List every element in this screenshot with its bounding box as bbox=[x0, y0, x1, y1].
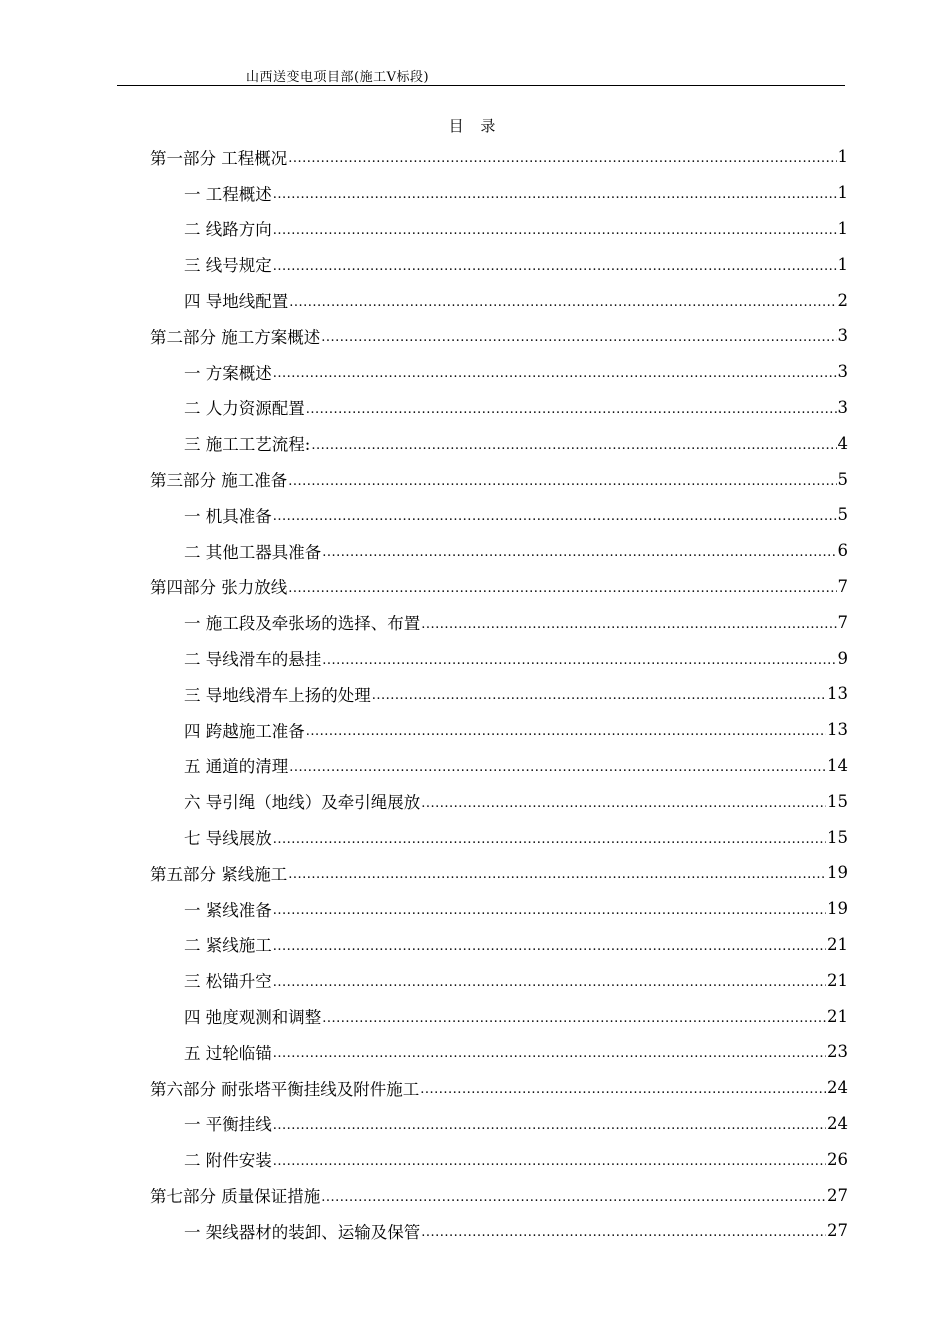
toc-entry-page-number: 15 bbox=[827, 827, 848, 847]
toc-dot-leader bbox=[289, 295, 836, 310]
toc-dot-leader bbox=[273, 1046, 826, 1061]
toc-section-entry[interactable] bbox=[150, 819, 848, 855]
toc-entry-page-number: 6 bbox=[837, 541, 848, 561]
toc-part-entry[interactable] bbox=[150, 139, 848, 175]
toc-entry-label: 五 过轮临锚 bbox=[184, 1043, 272, 1063]
toc-entry-page-number: 27 bbox=[827, 1185, 848, 1205]
toc-entry-label: 第二部分 施工方案概述 bbox=[150, 327, 321, 347]
toc-dot-leader bbox=[273, 1118, 826, 1133]
toc-dot-leader bbox=[273, 939, 826, 954]
toc-section-entry[interactable] bbox=[150, 1141, 848, 1177]
toc-entry-label: 三 松锚升空 bbox=[184, 972, 272, 992]
toc-section-entry[interactable] bbox=[150, 783, 848, 819]
toc-entry-page-number: 7 bbox=[837, 612, 848, 632]
toc-section-entry[interactable] bbox=[150, 927, 848, 963]
toc-entry-label: 第五部分 紧线施工 bbox=[150, 864, 288, 884]
toc-dot-leader bbox=[322, 653, 836, 668]
toc-dot-leader bbox=[321, 1190, 826, 1205]
table-of-contents bbox=[150, 139, 848, 1249]
toc-section-entry[interactable] bbox=[150, 891, 848, 927]
toc-section-entry[interactable] bbox=[150, 748, 848, 784]
toc-dot-leader bbox=[273, 975, 826, 990]
toc-entry-page-number: 26 bbox=[827, 1149, 848, 1169]
toc-entry-page-number: 2 bbox=[837, 290, 848, 310]
toc-entry-page-number: 4 bbox=[837, 433, 848, 453]
toc-dot-leader bbox=[421, 796, 826, 811]
toc-part-entry[interactable] bbox=[150, 855, 848, 891]
toc-entry-label: 一 紧线准备 bbox=[184, 900, 272, 920]
toc-entry-label: 五 通道的清理 bbox=[184, 757, 289, 777]
toc-dot-leader bbox=[289, 760, 826, 775]
toc-entry-page-number: 13 bbox=[827, 684, 848, 704]
toc-entry-label: 三 导地线滑车上扬的处理 bbox=[184, 685, 371, 705]
toc-entry-label: 六 导引绳（地线）及牵引绳展放 bbox=[184, 793, 421, 813]
toc-entry-label: 第七部分 质量保证措施 bbox=[150, 1187, 321, 1206]
toc-section-entry[interactable] bbox=[150, 712, 848, 748]
toc-entry-page-number: 1 bbox=[837, 147, 848, 167]
toc-part-entry[interactable] bbox=[150, 1177, 848, 1213]
toc-dot-leader bbox=[306, 724, 826, 739]
toc-entry-label: 四 导地线配置 bbox=[184, 292, 289, 312]
toc-dot-leader bbox=[306, 402, 837, 417]
toc-section-entry[interactable] bbox=[150, 640, 848, 676]
toc-entry-page-number: 15 bbox=[827, 791, 848, 811]
toc-entry-label: 一 方案概述 bbox=[184, 363, 272, 383]
header-rule bbox=[117, 85, 845, 86]
toc-entry-label: 一 工程概述 bbox=[184, 184, 272, 204]
toc-entry-label: 一 平衡挂线 bbox=[184, 1115, 272, 1135]
toc-part-entry[interactable] bbox=[150, 318, 848, 354]
toc-entry-page-number: 21 bbox=[827, 934, 848, 954]
toc-section-entry[interactable] bbox=[150, 282, 848, 318]
toc-dot-leader bbox=[421, 617, 836, 632]
toc-entry-page-number: 3 bbox=[837, 326, 848, 346]
toc-entry-label: 第四部分 张力放线 bbox=[150, 578, 288, 598]
toc-section-entry[interactable] bbox=[150, 962, 848, 998]
toc-entry-page-number: 1 bbox=[837, 183, 848, 203]
toc-dot-leader bbox=[273, 509, 837, 524]
toc-entry-label: 七 导线展放 bbox=[184, 829, 272, 849]
toc-dot-leader bbox=[273, 1154, 826, 1169]
toc-entry-label: 一 施工段及牵张场的选择、布置 bbox=[184, 614, 421, 634]
toc-section-entry[interactable] bbox=[150, 1213, 848, 1249]
toc-dot-leader bbox=[273, 259, 837, 274]
toc-dot-leader bbox=[273, 223, 837, 238]
toc-entry-label: 三 施工工艺流程: bbox=[184, 435, 311, 455]
toc-dot-leader bbox=[372, 688, 826, 703]
toc-dot-leader bbox=[421, 1225, 826, 1240]
toc-section-entry[interactable] bbox=[150, 211, 848, 247]
toc-part-entry[interactable] bbox=[150, 1070, 848, 1106]
toc-dot-leader bbox=[420, 1082, 826, 1097]
toc-dot-leader bbox=[273, 187, 837, 202]
toc-dot-leader bbox=[322, 1011, 826, 1026]
toc-entry-page-number: 3 bbox=[837, 397, 848, 417]
toc-section-entry[interactable] bbox=[150, 425, 848, 461]
toc-section-entry[interactable] bbox=[150, 676, 848, 712]
toc-section-entry[interactable] bbox=[150, 497, 848, 533]
toc-part-entry[interactable] bbox=[150, 461, 848, 497]
toc-section-entry[interactable] bbox=[150, 246, 848, 282]
toc-title: 目 录 bbox=[448, 117, 502, 135]
toc-dot-leader bbox=[321, 330, 836, 345]
toc-entry-page-number: 5 bbox=[837, 469, 848, 489]
toc-entry-page-number: 1 bbox=[837, 218, 848, 238]
toc-dot-leader bbox=[288, 581, 836, 596]
toc-section-entry[interactable] bbox=[150, 390, 848, 426]
toc-entry-label: 二 人力资源配置 bbox=[184, 399, 305, 419]
toc-section-entry[interactable] bbox=[150, 604, 848, 640]
toc-entry-page-number: 19 bbox=[827, 863, 848, 883]
toc-section-entry[interactable] bbox=[150, 354, 848, 390]
toc-entry-label: 第三部分 施工准备 bbox=[150, 471, 288, 491]
toc-entry-page-number: 21 bbox=[827, 970, 848, 990]
toc-entry-label: 四 跨越施工准备 bbox=[184, 721, 305, 741]
toc-section-entry[interactable] bbox=[150, 1034, 848, 1070]
toc-entry-page-number: 19 bbox=[827, 899, 848, 919]
toc-entry-label: 二 其他工器具准备 bbox=[184, 542, 322, 562]
toc-dot-leader bbox=[273, 832, 826, 847]
toc-entry-label: 二 导线滑车的悬挂 bbox=[184, 650, 322, 670]
page-header-text: 山西送变电项目部(施工Ⅴ标段) bbox=[246, 70, 430, 85]
toc-entry-page-number: 21 bbox=[827, 1006, 848, 1026]
toc-entry-page-number: 7 bbox=[837, 576, 848, 596]
toc-section-entry[interactable] bbox=[150, 175, 848, 211]
toc-dot-leader bbox=[288, 151, 836, 166]
toc-entry-label: 第一部分 工程概况 bbox=[150, 148, 288, 168]
toc-dot-leader bbox=[273, 366, 837, 381]
toc-entry-page-number: 23 bbox=[827, 1042, 848, 1062]
toc-section-entry[interactable] bbox=[150, 998, 848, 1034]
toc-section-entry[interactable] bbox=[150, 1106, 848, 1142]
toc-entry-label: 二 线路方向 bbox=[184, 220, 272, 240]
toc-entry-page-number: 3 bbox=[837, 362, 848, 382]
toc-entry-label: 三 线号规定 bbox=[184, 256, 272, 276]
toc-entry-page-number: 24 bbox=[827, 1078, 848, 1098]
toc-dot-leader bbox=[288, 867, 826, 882]
toc-entry-page-number: 5 bbox=[837, 505, 848, 525]
toc-dot-leader bbox=[311, 438, 836, 453]
toc-entry-label: 四 弛度观测和调整 bbox=[184, 1008, 322, 1028]
toc-entry-page-number: 14 bbox=[827, 755, 848, 775]
toc-entry-page-number: 24 bbox=[827, 1113, 848, 1133]
toc-section-entry[interactable] bbox=[150, 533, 848, 569]
toc-entry-label: 第六部分 耐张塔平衡挂线及附件施工 bbox=[150, 1079, 420, 1099]
toc-entry-label: 一 架线器材的装卸、运输及保管 bbox=[184, 1222, 421, 1242]
toc-part-entry[interactable] bbox=[150, 569, 848, 605]
toc-entry-page-number: 1 bbox=[837, 254, 848, 274]
toc-entry-label: 二 紧线施工 bbox=[184, 936, 272, 956]
toc-dot-leader bbox=[273, 903, 826, 918]
toc-entry-page-number: 13 bbox=[827, 720, 848, 740]
toc-dot-leader bbox=[288, 474, 836, 489]
toc-entry-label: 二 附件安装 bbox=[184, 1151, 272, 1171]
toc-dot-leader bbox=[322, 545, 836, 560]
toc-entry-label: 一 机具准备 bbox=[184, 506, 272, 526]
toc-entry-page-number: 27 bbox=[827, 1221, 848, 1241]
toc-entry-page-number: 9 bbox=[837, 648, 848, 668]
